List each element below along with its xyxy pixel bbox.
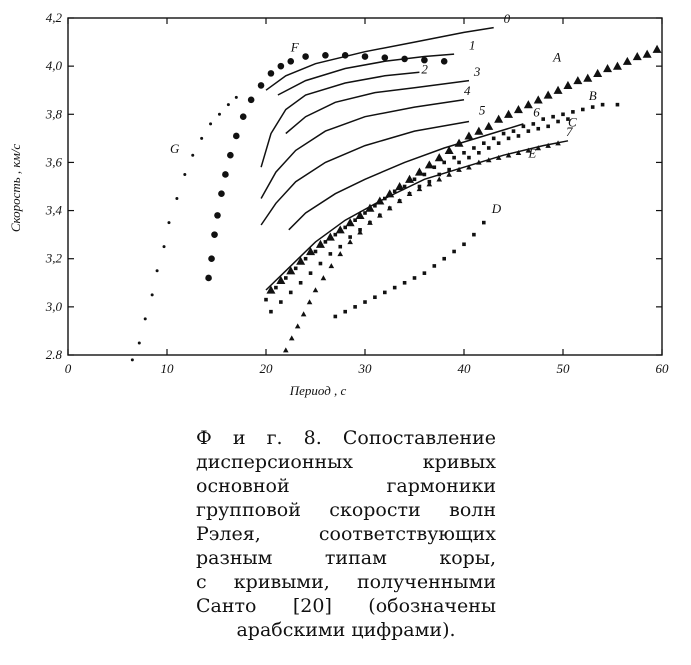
- point-A: [474, 127, 483, 135]
- point-A: [306, 247, 315, 255]
- point-F: [214, 212, 221, 219]
- point-E: [357, 229, 363, 234]
- y-tick-label: 3,4: [45, 202, 62, 218]
- point-C: [497, 141, 501, 145]
- point-C: [338, 245, 342, 249]
- point-B: [561, 112, 565, 116]
- y-tick-label: 3,2: [45, 250, 62, 266]
- point-F: [211, 231, 218, 238]
- point-B: [551, 115, 555, 119]
- series-2: [261, 72, 419, 167]
- point-E: [321, 275, 327, 280]
- point-A: [524, 100, 533, 108]
- point-A: [623, 57, 632, 65]
- point-A: [544, 91, 553, 99]
- point-B: [363, 211, 367, 215]
- point-B: [502, 132, 506, 136]
- point-G: [138, 341, 141, 344]
- point-C: [319, 262, 323, 266]
- point-B: [334, 233, 338, 237]
- point-D: [343, 310, 347, 314]
- point-B: [383, 197, 387, 201]
- point-D: [363, 300, 367, 304]
- caption-line: разным типам коры,: [196, 547, 496, 569]
- point-C: [309, 271, 313, 275]
- point-A: [504, 110, 513, 118]
- point-E: [377, 213, 383, 218]
- chart-ticks: [45, 10, 669, 376]
- point-C: [487, 146, 491, 150]
- point-F: [278, 63, 285, 70]
- point-E: [407, 191, 413, 196]
- point-B: [601, 103, 605, 107]
- point-E: [427, 181, 433, 186]
- point-G: [144, 317, 147, 320]
- caption-line: основной гармоники: [196, 475, 496, 497]
- curve-label-B: B: [588, 87, 597, 103]
- point-C: [477, 151, 481, 155]
- series-6: [289, 124, 524, 230]
- curve-label-F: F: [290, 39, 299, 55]
- x-tick-label: 40: [457, 361, 471, 376]
- point-E: [295, 323, 301, 328]
- curve-label-A: A: [553, 49, 562, 65]
- point-A: [356, 211, 365, 219]
- point-A: [653, 45, 662, 53]
- curve-label-5: 5: [478, 102, 486, 118]
- point-G: [175, 197, 178, 200]
- point-F: [258, 82, 265, 89]
- point-C: [289, 291, 293, 295]
- curve-label-4: 4: [464, 83, 471, 99]
- point-A: [514, 105, 523, 113]
- point-G: [183, 173, 186, 176]
- point-F: [222, 171, 229, 178]
- caption-line: групповой скорости волн: [196, 499, 496, 521]
- point-B: [452, 156, 456, 160]
- point-F: [268, 70, 275, 77]
- caption-line: Санто [20] (обозначены: [196, 595, 496, 617]
- point-G: [209, 122, 212, 125]
- point-B: [423, 173, 427, 177]
- y-tick-label: 3,6: [45, 154, 62, 170]
- caption-line: арабскими цифрами).: [236, 619, 456, 641]
- point-B: [492, 137, 496, 141]
- series-4: [261, 100, 464, 199]
- curve-label-G: G: [169, 140, 180, 156]
- point-B: [264, 298, 268, 302]
- point-B: [324, 240, 328, 244]
- point-A: [633, 52, 642, 60]
- point-C: [467, 156, 471, 160]
- x-tick-label: 60: [655, 361, 669, 376]
- point-B: [343, 226, 347, 230]
- point-F: [227, 152, 234, 159]
- curve-7: [266, 141, 568, 290]
- point-B: [541, 117, 545, 121]
- point-D: [433, 264, 437, 268]
- x-tick-label: 30: [358, 361, 372, 376]
- point-A: [405, 175, 414, 183]
- point-A: [613, 62, 622, 70]
- point-E: [307, 299, 313, 304]
- point-D: [472, 233, 476, 237]
- point-C: [437, 173, 441, 177]
- point-G: [167, 221, 170, 224]
- point-F: [287, 58, 294, 65]
- point-E: [397, 198, 403, 203]
- point-B: [433, 165, 437, 169]
- point-D: [462, 242, 466, 246]
- point-A: [563, 81, 572, 89]
- point-C: [556, 120, 560, 124]
- point-C: [299, 281, 303, 285]
- curve-label-0: 0: [503, 10, 511, 26]
- point-C: [279, 300, 283, 304]
- point-D: [442, 257, 446, 261]
- series-3: [286, 81, 469, 134]
- point-B: [294, 267, 298, 271]
- point-B: [522, 125, 526, 129]
- curve-label-C: C: [567, 114, 577, 130]
- point-G: [151, 293, 154, 296]
- point-D: [353, 305, 357, 309]
- x-tick-label: 20: [259, 361, 273, 376]
- point-A: [603, 64, 612, 72]
- point-B: [403, 185, 407, 189]
- point-F: [441, 58, 448, 65]
- point-E: [337, 251, 343, 256]
- point-E: [367, 220, 373, 225]
- curve-4: [261, 100, 464, 199]
- chart-axes: [68, 18, 662, 355]
- point-D: [413, 276, 417, 280]
- caption-line: Ф и г. 8. Сопоставление: [196, 427, 496, 449]
- point-F: [322, 52, 329, 59]
- point-B: [393, 190, 397, 194]
- point-G: [218, 113, 221, 116]
- point-F: [302, 53, 309, 60]
- point-C: [329, 252, 333, 256]
- caption-line: дисперсионных кривых: [196, 451, 496, 473]
- point-G: [156, 269, 159, 272]
- curve-label-7: 7: [565, 123, 573, 139]
- point-F: [233, 133, 240, 140]
- point-F: [382, 54, 389, 61]
- point-A: [494, 115, 503, 123]
- series-G: [131, 96, 238, 361]
- y-tick-label: 4,2: [45, 10, 62, 25]
- curve-label-3: 3: [473, 63, 481, 79]
- curve-2: [261, 72, 419, 167]
- point-B: [472, 146, 476, 150]
- curve-0: [266, 28, 494, 91]
- point-G: [191, 154, 194, 157]
- point-B: [616, 103, 620, 107]
- point-E: [387, 205, 393, 210]
- point-A: [583, 74, 592, 82]
- point-G: [131, 358, 134, 361]
- point-D: [334, 315, 338, 319]
- point-F: [205, 275, 212, 282]
- point-B: [532, 122, 536, 126]
- point-B: [482, 141, 486, 145]
- series-F: [205, 52, 447, 281]
- point-B: [591, 105, 595, 109]
- curve-label-E: E: [528, 145, 537, 161]
- point-D: [482, 221, 486, 225]
- point-C: [507, 137, 511, 141]
- point-A: [464, 131, 473, 139]
- point-D: [403, 281, 407, 285]
- curve-label-6: 6: [533, 104, 540, 120]
- point-E: [289, 335, 295, 340]
- point-A: [573, 76, 582, 84]
- point-E: [329, 263, 335, 268]
- series-0: [266, 28, 494, 91]
- point-C: [546, 125, 550, 129]
- y-axis-title: Скорость , км/с: [8, 143, 23, 233]
- curve-label-1: 1: [468, 37, 476, 53]
- curve-6: [289, 124, 524, 230]
- point-E: [301, 311, 307, 316]
- point-B: [314, 250, 318, 254]
- point-C: [348, 235, 352, 239]
- point-C: [457, 161, 461, 165]
- point-G: [163, 245, 166, 248]
- point-C: [269, 310, 273, 314]
- point-D: [393, 286, 397, 290]
- plot-frame: [68, 18, 662, 355]
- y-tick-label: 2.8: [45, 347, 62, 362]
- point-D: [423, 271, 427, 275]
- point-B: [413, 177, 417, 181]
- point-B: [274, 286, 278, 290]
- point-F: [240, 113, 247, 120]
- point-B: [304, 257, 308, 261]
- point-A: [484, 122, 493, 130]
- y-tick-label: 4,0: [45, 58, 62, 74]
- series-C: [269, 117, 570, 313]
- series-7: [266, 141, 568, 290]
- point-A: [554, 86, 563, 94]
- point-B: [353, 218, 357, 222]
- point-A: [593, 69, 602, 77]
- caption-line: Рэлея, соответствующих: [196, 523, 496, 545]
- point-G: [235, 96, 238, 99]
- chart-series: [131, 28, 662, 362]
- point-E: [347, 239, 353, 244]
- y-tick-label: 3,8: [45, 106, 62, 122]
- point-C: [517, 134, 521, 138]
- point-F: [362, 53, 369, 60]
- x-axis-title: Период , с: [289, 383, 347, 398]
- point-E: [313, 287, 319, 292]
- figure-caption: [196, 426, 496, 642]
- series-D: [334, 221, 486, 318]
- point-B: [442, 161, 446, 165]
- point-A: [435, 153, 444, 161]
- x-tick-label: 0: [64, 361, 72, 376]
- point-D: [373, 295, 377, 299]
- caption-line: с кривыми, полученными: [196, 571, 496, 593]
- point-C: [447, 168, 451, 172]
- curve-label-2: 2: [421, 61, 428, 77]
- point-G: [200, 137, 203, 140]
- x-tick-label: 50: [556, 361, 570, 376]
- point-C: [527, 129, 531, 133]
- point-D: [383, 291, 387, 295]
- point-A: [534, 95, 543, 103]
- point-E: [417, 186, 423, 191]
- point-C: [536, 127, 540, 131]
- point-B: [462, 151, 466, 155]
- x-tick-label: 10: [160, 361, 174, 376]
- curve-label-D: D: [491, 200, 502, 216]
- point-F: [208, 255, 215, 262]
- point-B: [373, 204, 377, 208]
- point-B: [284, 276, 288, 280]
- point-G: [227, 103, 230, 106]
- point-E: [436, 176, 442, 181]
- point-E: [283, 347, 289, 352]
- point-D: [452, 250, 456, 254]
- point-B: [571, 110, 575, 114]
- curve-3: [286, 81, 469, 134]
- y-tick-label: 3,0: [45, 298, 62, 314]
- point-A: [643, 50, 652, 58]
- point-F: [218, 190, 225, 197]
- point-B: [512, 129, 516, 133]
- point-B: [581, 108, 585, 112]
- point-F: [248, 97, 255, 104]
